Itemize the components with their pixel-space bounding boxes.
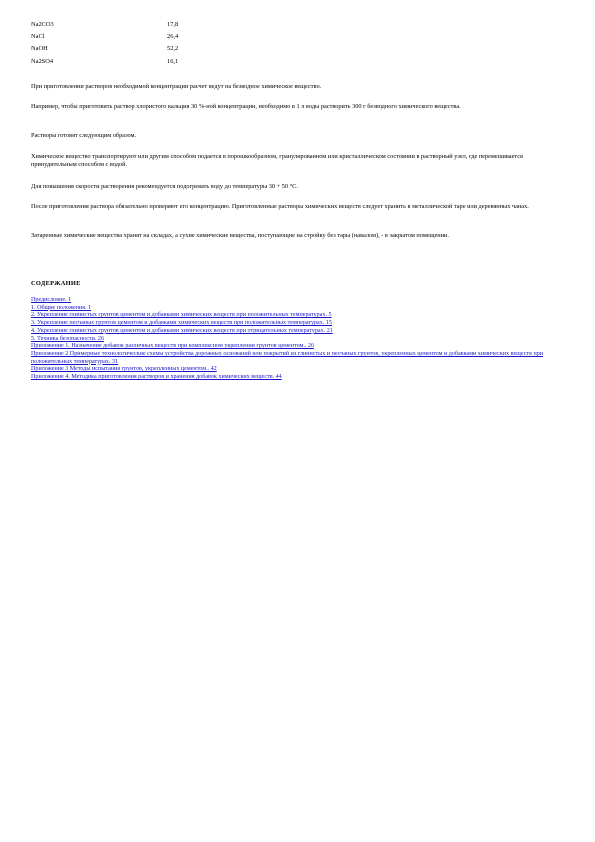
paragraph: Затаренные химические вещества хранят на складах, а сухие химические вещества, поступающие на стройку без тары (навалом), - в закрытом помещении. xyxy=(31,232,449,239)
substance-name: Na2SO4 xyxy=(31,57,54,65)
toc-item xyxy=(31,366,571,374)
paragraph: Для повышения скорости растворения рекомендуется подогревать воду до температуры 30 + 50 °С. xyxy=(31,183,298,190)
toc-link[interactable]: 5. Техника безопасности. 26 xyxy=(31,335,104,342)
toc-link[interactable]: 2. Укрепление глинистых грунтов цементом и добавками химических веществ при положительных температурах. 5 xyxy=(31,312,332,319)
toc-link[interactable]: Предисловие. 1 xyxy=(31,297,72,303)
toc-link[interactable]: Приложение 1. Назначение добавок различных веществ при комплексном укреплении грунтов цементом.. 26 xyxy=(31,343,315,350)
substance-value: 52,2 xyxy=(167,45,179,53)
toc-item xyxy=(31,297,571,305)
substance-name: NaCl xyxy=(31,33,45,41)
solubility-table xyxy=(31,19,207,68)
table-row xyxy=(31,31,207,43)
toc-item xyxy=(31,320,571,328)
table-row xyxy=(31,56,207,68)
toc-link[interactable]: 3. Укрепление песчаных грунтов цементом и добавками химических веществ при положительных температурах. 15 xyxy=(31,320,332,327)
toc-link[interactable]: Приложение 2 Примерные технологические схемы устройства дорожных оснований или покрытий из глинистых и песчаных грунтов, укрепленных цементом и добавками химических веществ при положительных температурах. 31 xyxy=(31,350,544,365)
paragraph: Например, чтобы приготовить раствор хлористого кальция 30 %-ной концентрации, необходимо в 1 л воды растворить 300 г безводного химического вещества. xyxy=(31,103,461,110)
substance-value: 16,1 xyxy=(167,57,179,65)
paragraph: После приготовления раствора обязательно проверяют его концентрацию. Приготовленные растворы химических веществ следует хранить в металлической таре или деревянных чанах. xyxy=(31,203,529,210)
substance-value: 17,8 xyxy=(167,21,179,28)
toc-item xyxy=(31,343,571,351)
paragraph: Химическое вещество транспортируют или другим способом подается в порошкообразном, гранулированном или кристаллическом состоянии в растворный узел, где перемешивается принудительным способом с водой. xyxy=(31,153,523,169)
toc-title: СОДЕРЖАНИЕ xyxy=(31,280,81,287)
substance-value: 26,4 xyxy=(167,33,179,41)
table-row xyxy=(31,19,207,31)
toc-link[interactable]: Приложение 4. Методика приготовления растворов и хранения добавок химических веществ. 44 xyxy=(31,374,282,381)
toc-item xyxy=(31,312,571,320)
table-row xyxy=(31,43,207,55)
table-of-contents xyxy=(31,297,571,382)
substance-name: Na2CO3 xyxy=(31,21,54,28)
toc-link[interactable]: Приложение 3 Методы испытания грунтов, укрепленных цементом.. 42 xyxy=(31,366,217,373)
paragraph: При приготовлении растворов необходимой концентрации расчет ведут на безводное химическое вещество. xyxy=(31,83,322,90)
toc-item xyxy=(31,328,571,336)
substance-name: NaOH xyxy=(31,45,48,53)
toc-item xyxy=(31,351,571,366)
paragraph: Растворы готовят следующим образом. xyxy=(31,132,137,139)
toc-link[interactable]: 4. Укрепление глинистых грунтов цементом и добавками химических веществ при отрицательных температурах. 21 xyxy=(31,327,333,334)
toc-link[interactable]: 1. Общие положения. 1 xyxy=(31,304,92,311)
toc-item xyxy=(31,374,571,382)
